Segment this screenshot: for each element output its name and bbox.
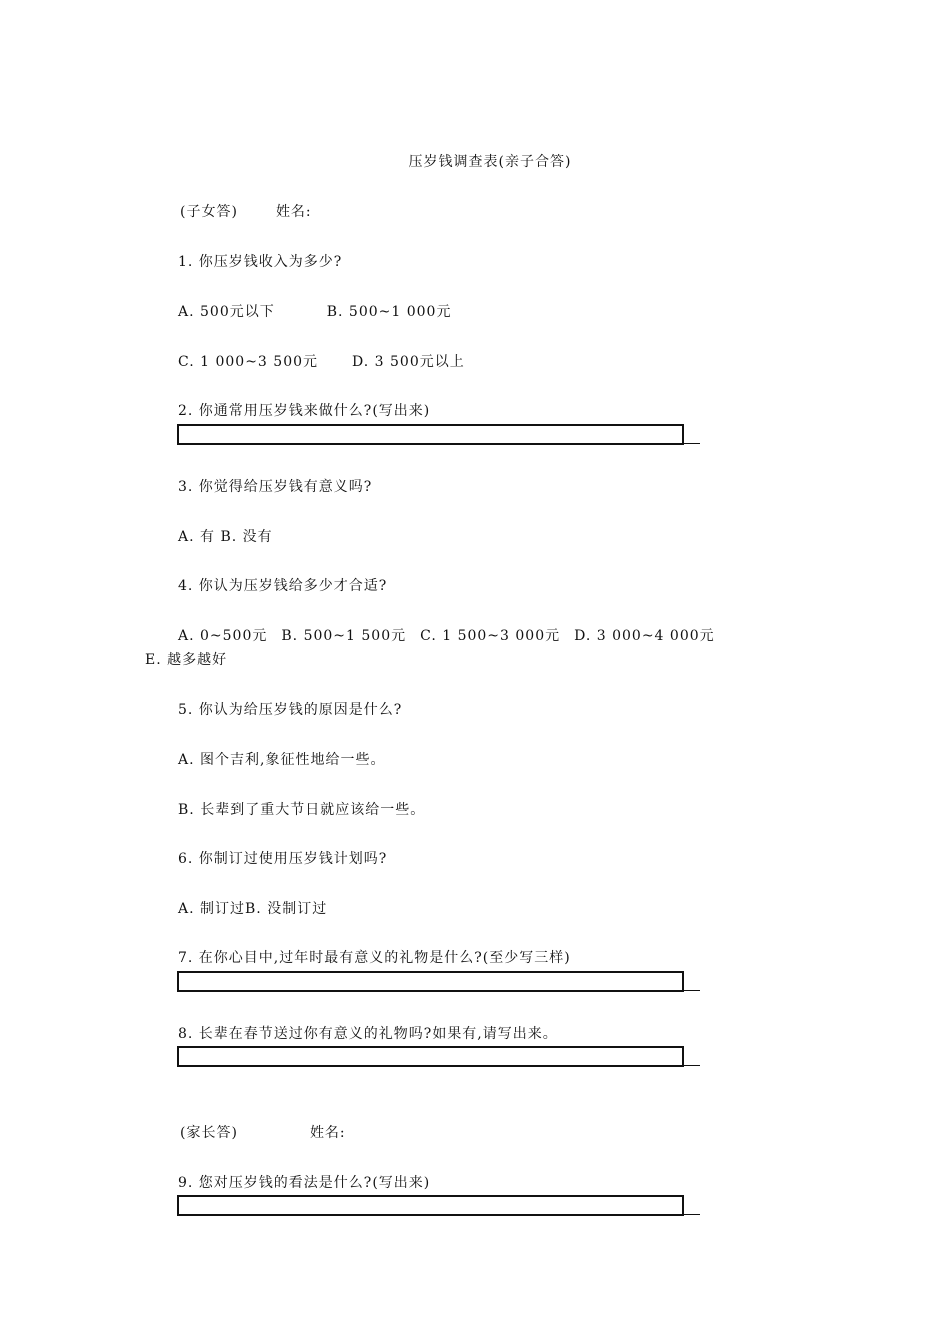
child-section-header	[180, 203, 312, 221]
q3-options: A. 有 B. 没有	[178, 529, 273, 545]
q1-option-a: A. 500元以下	[178, 304, 275, 320]
question-1: 1. 你压岁钱收入为多少?	[178, 254, 343, 270]
q4-option-d: D. 3 000~4 000元	[574, 628, 715, 644]
q4-option-e: E. 越多越好	[145, 652, 228, 668]
parent-name-label: 姓名:	[309, 1125, 346, 1141]
q1-option-b: B. 500~1 000元	[326, 304, 452, 320]
q4-option-c: C. 1 500~3 000元	[420, 628, 561, 644]
q4-option-b: B. 500~1 500元	[281, 628, 407, 644]
question-2: 2. 你通常用压岁钱来做什么?(写出来)	[178, 403, 431, 419]
q9-answer-field[interactable]	[177, 1195, 684, 1216]
q4-options-row	[178, 627, 715, 645]
q1-option-d: D. 3 500元以上	[352, 354, 465, 370]
question-7: 7. 在你心目中,过年时最有意义的礼物是什么?(至少写三样)	[178, 950, 571, 966]
q5-option-b: B. 长辈到了重大节日就应该给一些。	[178, 802, 426, 818]
question-5: 5. 你认为给压岁钱的原因是什么?	[178, 702, 403, 718]
question-6: 6. 你制订过使用压岁钱计划吗?	[178, 851, 388, 867]
question-8: 8. 长辈在春节送过你有意义的礼物吗?如果有,请写出来。	[178, 1026, 558, 1042]
question-4: 4. 你认为压岁钱给多少才合适?	[178, 578, 388, 594]
q5-option-a: A. 图个吉利,象征性地给一些。	[178, 752, 386, 768]
q9-answer-underline	[684, 1214, 700, 1215]
question-1-options-row-1	[178, 303, 451, 321]
q4-option-a: A. 0~500元	[178, 628, 268, 644]
question-3: 3. 你觉得给压岁钱有意义吗?	[178, 479, 373, 495]
q8-answer-field[interactable]	[177, 1046, 684, 1067]
q8-answer-underline	[684, 1065, 700, 1066]
q7-answer-underline	[684, 990, 700, 991]
parent-section-header	[180, 1124, 346, 1142]
question-1-options-row-2	[178, 353, 465, 371]
question-9: 9. 您对压岁钱的看法是什么?(写出来)	[178, 1175, 431, 1191]
q2-answer-underline	[684, 443, 700, 444]
document-title: 压岁钱调查表(亲子合答)	[408, 154, 572, 170]
parent-section-label: (家长答)	[180, 1125, 238, 1141]
child-section-label: (子女答)	[180, 204, 238, 220]
q1-option-c: C. 1 000~3 500元	[178, 354, 319, 370]
q6-options: A. 制订过B. 没制订过	[178, 901, 328, 917]
child-name-label: 姓名:	[275, 204, 312, 220]
q2-answer-field[interactable]	[177, 424, 684, 445]
q7-answer-field[interactable]	[177, 971, 684, 992]
